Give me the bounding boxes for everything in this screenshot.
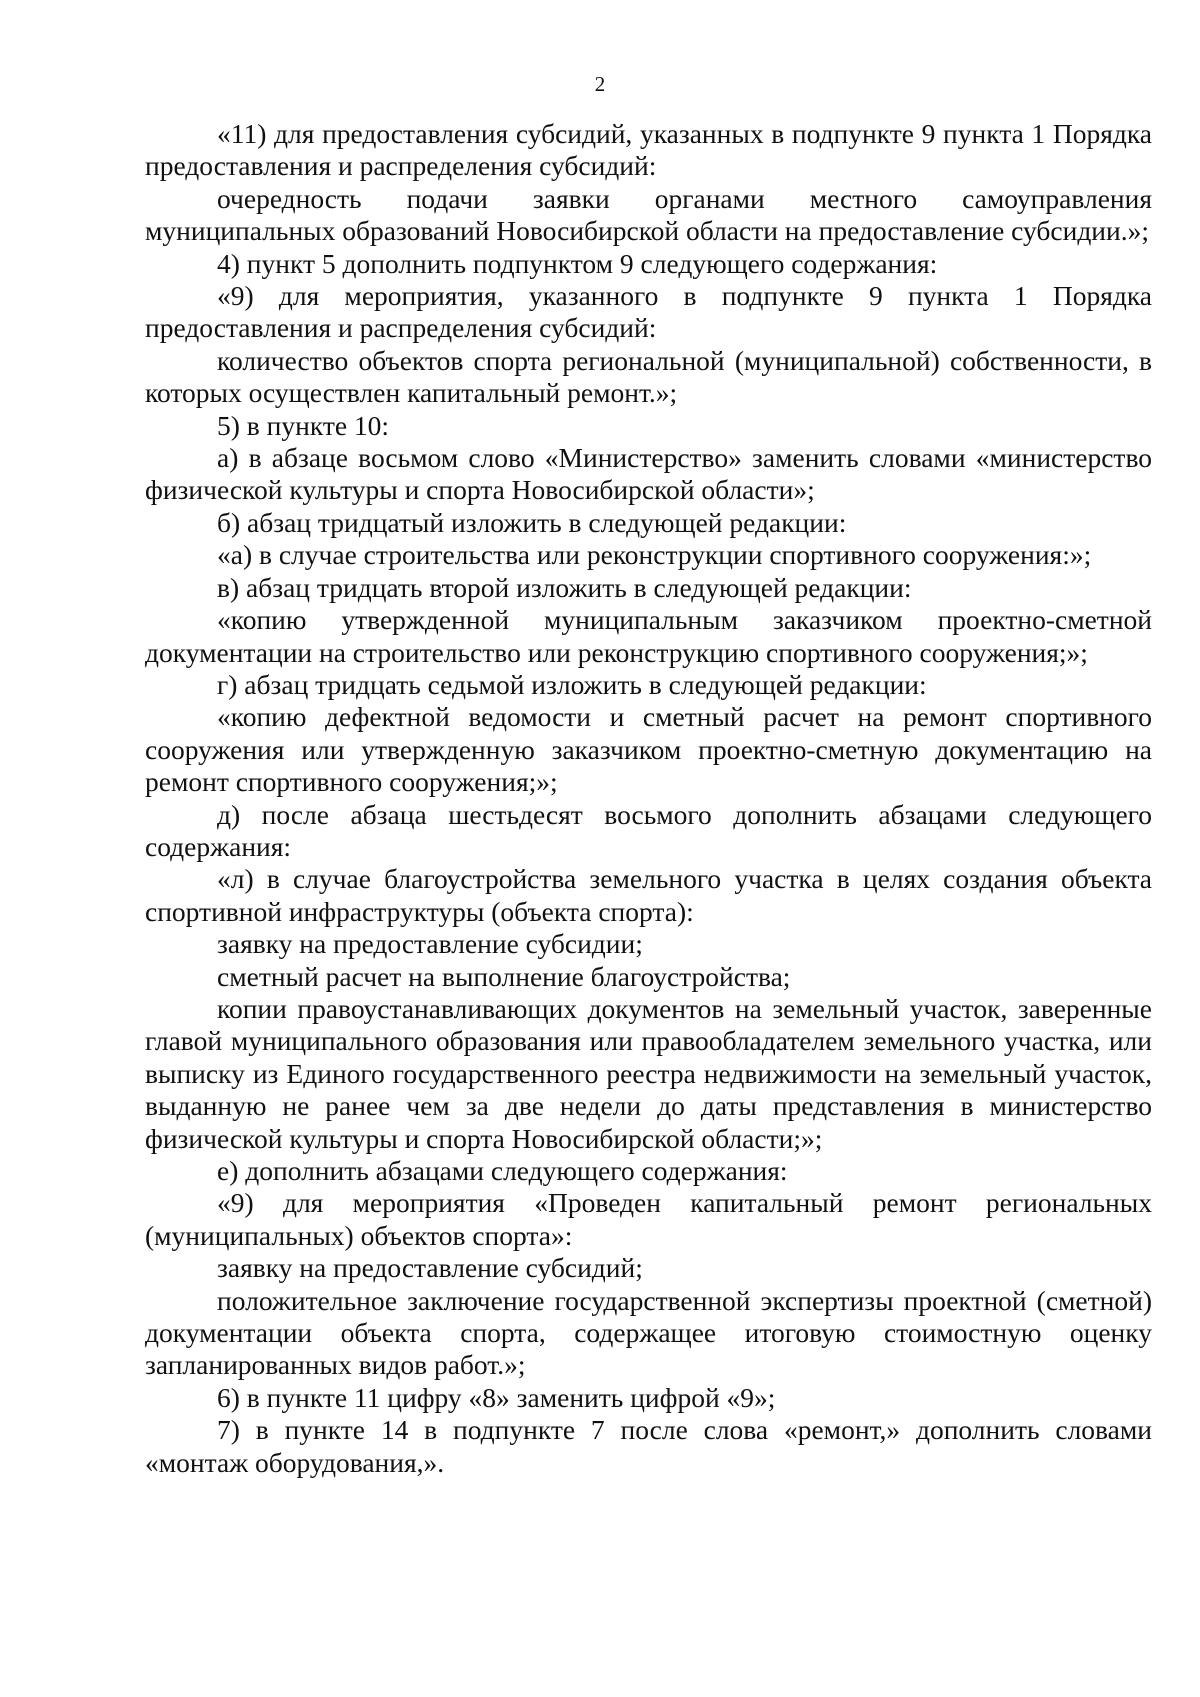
paragraph-subitem-e: е) дополнить абзацами следующего содержания: [217,1155,788,1186]
paragraph-item-11: «11) для предоставления субсидий, указанных в подпункте 9 пункта 1 Порядка предоставления и распределения субсидий: [145,118,1152,182]
paragraph-sports-objects-count: количество объектов спорта региональной (муниципальной) собственности, в которых осуществлен капитальный ремонт.»; [145,344,1152,409]
paragraph-subitem-a: а) в абзаце восьмом слово «Министерство» заменить словами «министерство физической культуры и спорта Новосибирской области»; [145,442,1152,506]
paragraph-amendment-6: 6) в пункте 11 цифру «8» заменить цифрой «9»; [217,1381,776,1413]
paragraph-subitem-d: д) после абзаца шестьдесят восьмого дополнить абзацами следующего содержания: [145,798,1152,862]
paragraph-subitem-v: в) абзац тридцать второй изложить в следующей редакции: [217,571,912,603]
page-number: 2 [594,72,606,96]
paragraph-defect-statement-copy: «копию дефектной ведомости и сметный расчет на ремонт спортивного сооружения или утвержденную заказчиком проектно-сметную документацию на ремонт спортивного сооружения;»; [145,701,1152,798]
paragraph-land-improvement-case: «л) в случае благоустройства земельного участка в целях создания объекта спортивной инфраструктуры (объекта спорта): [145,863,1152,927]
document-body [145,118,1152,1479]
paragraph-subitem-b: б) абзац тридцатый изложить в следующей редакции: [217,506,847,538]
paragraph-amendment-5: 5) в пункте 10: [217,409,390,441]
paragraph-priority-of-application: очередность подачи заявки органами местного самоуправления муниципальных образований Новосибирской области на предоставление субсидии.»; [145,182,1152,247]
paragraph-state-expertise: положительное заключение государственной экспертизы проектной (сметной) документации объекта спорта, содержащее итоговую стоимостную оценку запланированных видов работ.»; [145,1284,1152,1381]
paragraph-design-documentation-copy: «копию утвержденной муниципальным заказчиком проектно-сметной документации на строительство или реконструкцию спортивного сооружения;»; [145,604,1152,668]
paragraph-subitem-g: г) абзац тридцать седьмой изложить в следующей редакции: [217,668,927,700]
paragraph-construction-case: «а) в случае строительства или реконструкции спортивного сооружения:»; [217,539,1092,571]
paragraph-subsidies-application: заявку на предоставление субсидий; [217,1252,643,1284]
paragraph-improvement-estimate: сметный расчет на выполнение благоустройства; [217,960,791,992]
paragraph-amendment-7: 7) в пункте 14 в подпункте 7 после слова «ремонт,» дополнить словами «монтаж оборудования,». [145,1414,1152,1478]
paragraph-item-9-measure: «9) для мероприятия, указанного в подпункте 9 пункта 1 Порядка предоставления и распределения субсидий: [145,280,1152,344]
paragraph-subsidy-application: заявку на предоставление субсидии; [217,928,643,960]
paragraph-title-documents: копии правоустанавливающих документов на земельный участок, заверенные главой муниципального образования или правообладателем земельного участка, или выписку из Единого государственного реестра недвижимости на земельный участок, выданную не ранее чем за две недели до даты представления в министерство физической культуры и спорта Новосибирской области;»; [145,992,1152,1154]
paragraph-capital-repair-measure: «9) для мероприятия «Проведен капитальный ремонт региональных (муниципальных) объектов спорта»: [145,1187,1152,1251]
paragraph-amendment-4: 4) пункт 5 дополнить подпунктом 9 следующего содержания: [217,247,938,279]
